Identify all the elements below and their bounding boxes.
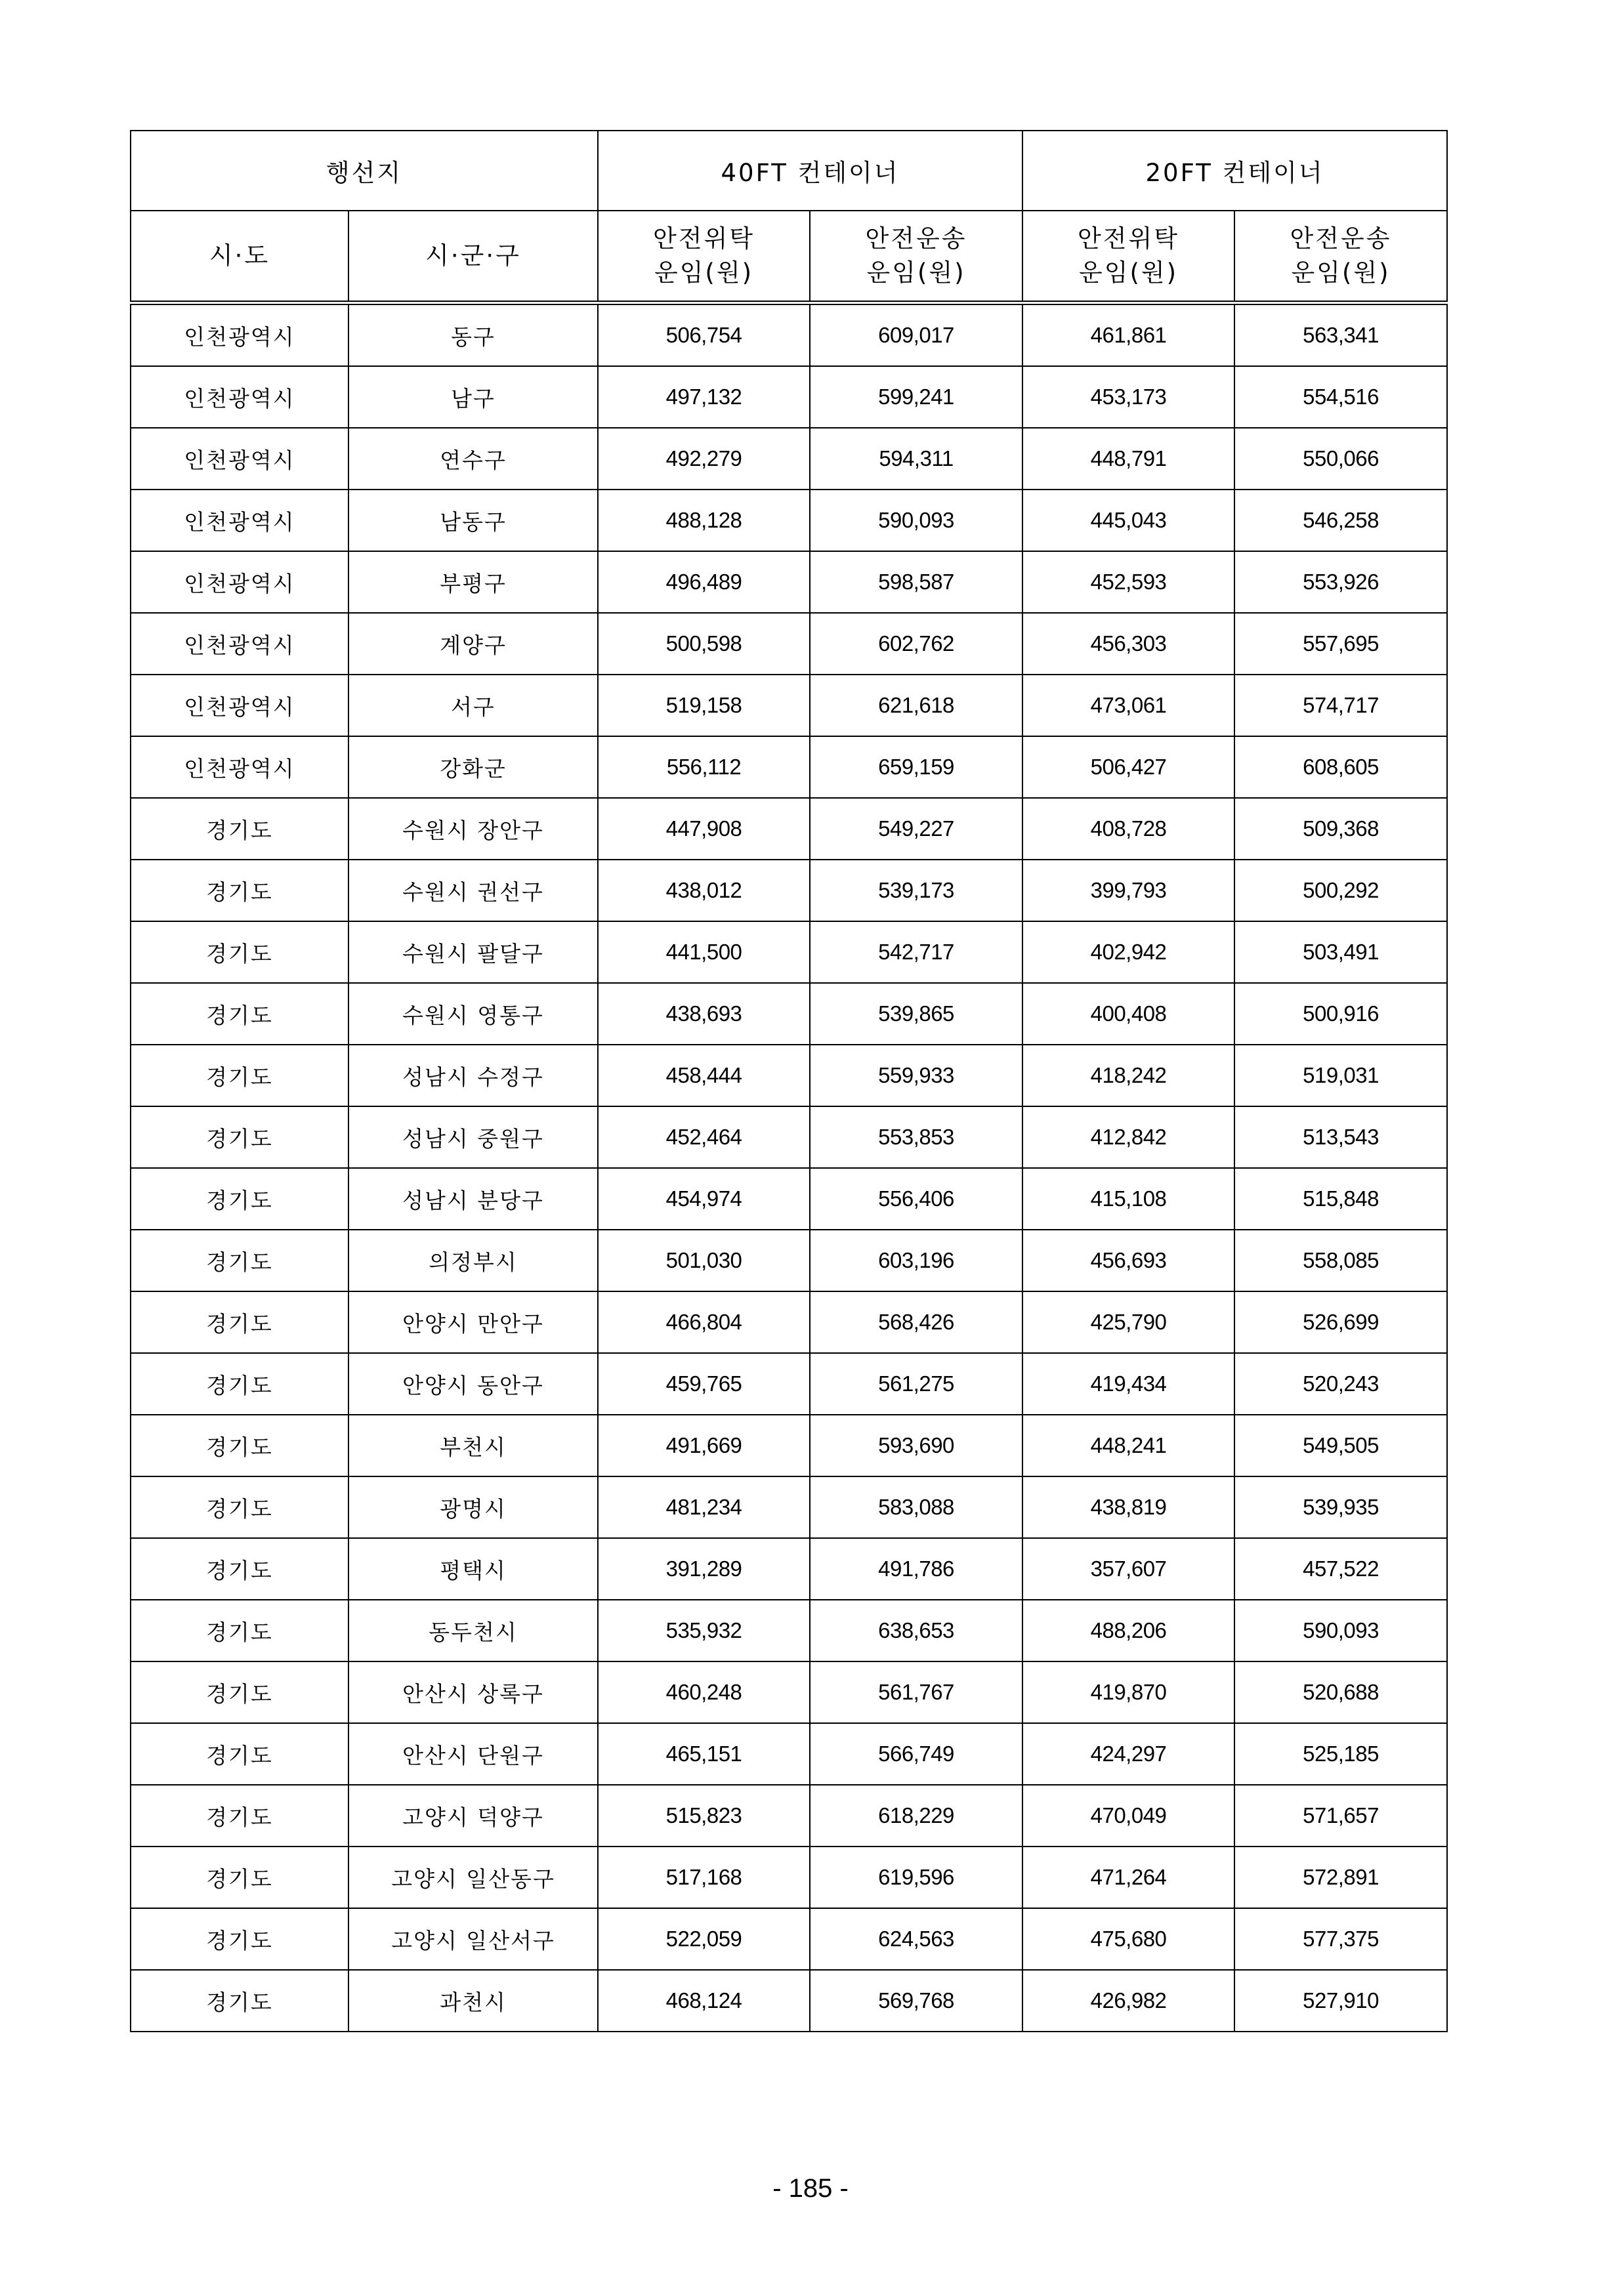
cell-20ft-consign-rate: 473,061	[1022, 675, 1234, 736]
cell-20ft-transport-rate: 515,848	[1234, 1168, 1447, 1230]
cell-40ft-transport-rate: 618,229	[810, 1785, 1022, 1847]
cell-20ft-transport-rate: 457,522	[1234, 1538, 1447, 1600]
cell-20ft-consign-rate: 506,427	[1022, 736, 1234, 798]
header-line: 운임(원)	[1078, 259, 1179, 287]
cell-20ft-consign-rate: 418,242	[1022, 1045, 1234, 1106]
cell-sigungu: 서구	[348, 675, 598, 736]
cell-40ft-transport-rate: 599,241	[810, 366, 1022, 428]
cell-sido: 경기도	[131, 1847, 348, 1908]
cell-40ft-consign-rate: 496,489	[598, 551, 810, 613]
header-line: 안전운송	[1290, 224, 1392, 253]
header-destination: 행선지	[131, 131, 598, 211]
cell-sigungu: 의정부시	[348, 1230, 598, 1291]
table-row	[131, 1600, 1447, 1661]
header-line: 안전위탁	[653, 224, 755, 253]
cell-40ft-consign-rate: 466,804	[598, 1291, 810, 1353]
cell-40ft-transport-rate: 491,786	[810, 1538, 1022, 1600]
cell-20ft-transport-rate: 546,258	[1234, 490, 1447, 551]
cell-20ft-consign-rate: 399,793	[1022, 860, 1234, 921]
cell-sigungu: 성남시 수정구	[348, 1045, 598, 1106]
page-number: - 185 -	[772, 2174, 849, 2203]
cell-40ft-transport-rate: 594,311	[810, 428, 1022, 490]
cell-sido: 경기도	[131, 1106, 348, 1168]
cell-40ft-consign-rate: 500,598	[598, 613, 810, 675]
table-row	[131, 303, 1447, 367]
cell-20ft-transport-rate: 509,368	[1234, 798, 1447, 860]
cell-20ft-consign-rate: 425,790	[1022, 1291, 1234, 1353]
cell-20ft-consign-rate: 424,297	[1022, 1723, 1234, 1785]
cell-sido: 경기도	[131, 860, 348, 921]
table-row	[131, 1661, 1447, 1723]
cell-40ft-consign-rate: 492,279	[598, 428, 810, 490]
cell-sido: 인천광역시	[131, 366, 348, 428]
cell-40ft-consign-rate: 522,059	[598, 1908, 810, 1970]
table-row	[131, 1106, 1447, 1168]
cell-20ft-transport-rate: 571,657	[1234, 1785, 1447, 1847]
cell-sido: 경기도	[131, 983, 348, 1045]
table-row	[131, 1291, 1447, 1353]
cell-20ft-transport-rate: 574,717	[1234, 675, 1447, 736]
cell-40ft-consign-rate: 515,823	[598, 1785, 810, 1847]
header-line: 안전운송	[865, 224, 967, 253]
cell-40ft-transport-rate: 556,406	[810, 1168, 1022, 1230]
cell-40ft-consign-rate: 506,754	[598, 303, 810, 367]
cell-sido: 경기도	[131, 1415, 348, 1476]
cell-20ft-transport-rate: 525,185	[1234, 1723, 1447, 1785]
cell-sigungu: 고양시 일산동구	[348, 1847, 598, 1908]
table-row	[131, 1168, 1447, 1230]
header-line: 운임(원)	[866, 259, 966, 287]
header-line: 운임(원)	[654, 259, 754, 287]
table-row	[131, 1476, 1447, 1538]
table-row	[131, 1538, 1447, 1600]
cell-20ft-consign-rate: 470,049	[1022, 1785, 1234, 1847]
cell-20ft-consign-rate: 448,241	[1022, 1415, 1234, 1476]
cell-40ft-consign-rate: 391,289	[598, 1538, 810, 1600]
cell-40ft-transport-rate: 569,768	[810, 1970, 1022, 2032]
cell-40ft-transport-rate: 590,093	[810, 490, 1022, 551]
cell-sigungu: 과천시	[348, 1970, 598, 2032]
cell-40ft-consign-rate: 441,500	[598, 921, 810, 983]
cell-sido: 경기도	[131, 1291, 348, 1353]
cell-sido: 경기도	[131, 1661, 348, 1723]
cell-20ft-consign-rate: 419,870	[1022, 1661, 1234, 1723]
cell-40ft-transport-rate: 583,088	[810, 1476, 1022, 1538]
cell-40ft-transport-rate: 609,017	[810, 303, 1022, 367]
cell-20ft-consign-rate: 438,819	[1022, 1476, 1234, 1538]
cell-sigungu: 안양시 만안구	[348, 1291, 598, 1353]
cell-20ft-consign-rate: 402,942	[1022, 921, 1234, 983]
cell-20ft-transport-rate: 520,688	[1234, 1661, 1447, 1723]
cell-20ft-transport-rate: 526,699	[1234, 1291, 1447, 1353]
cell-sido: 경기도	[131, 1168, 348, 1230]
header-40ft-container: 40FT 컨테이너	[598, 131, 1022, 211]
cell-20ft-transport-rate: 500,916	[1234, 983, 1447, 1045]
header-20ft-safety-transport-rate	[1234, 211, 1447, 303]
cell-sigungu: 성남시 분당구	[348, 1168, 598, 1230]
cell-sigungu: 평택시	[348, 1538, 598, 1600]
cell-40ft-transport-rate: 561,767	[810, 1661, 1022, 1723]
cell-sido: 경기도	[131, 1970, 348, 2032]
header-sido: 시·도	[131, 211, 348, 303]
cell-20ft-consign-rate: 400,408	[1022, 983, 1234, 1045]
cell-sigungu: 연수구	[348, 428, 598, 490]
cell-20ft-consign-rate: 456,303	[1022, 613, 1234, 675]
cell-sigungu: 동두천시	[348, 1600, 598, 1661]
cell-20ft-transport-rate: 608,605	[1234, 736, 1447, 798]
cell-40ft-consign-rate: 438,012	[598, 860, 810, 921]
header-20ft-container: 20FT 컨테이너	[1022, 131, 1447, 211]
table-row	[131, 1723, 1447, 1785]
cell-sigungu: 안양시 동안구	[348, 1353, 598, 1415]
cell-20ft-consign-rate: 357,607	[1022, 1538, 1234, 1600]
cell-sigungu: 광명시	[348, 1476, 598, 1538]
cell-40ft-transport-rate: 553,853	[810, 1106, 1022, 1168]
table-row	[131, 1415, 1447, 1476]
table-row	[131, 1785, 1447, 1847]
cell-20ft-transport-rate: 553,926	[1234, 551, 1447, 613]
cell-sigungu: 동구	[348, 303, 598, 367]
cell-sido: 경기도	[131, 1045, 348, 1106]
cell-sido: 경기도	[131, 1538, 348, 1600]
cell-40ft-consign-rate: 459,765	[598, 1353, 810, 1415]
cell-20ft-transport-rate: 549,505	[1234, 1415, 1447, 1476]
cell-sigungu: 성남시 중원구	[348, 1106, 598, 1168]
cell-sido: 인천광역시	[131, 490, 348, 551]
table-row	[131, 1230, 1447, 1291]
cell-40ft-consign-rate: 535,932	[598, 1600, 810, 1661]
cell-40ft-transport-rate: 598,587	[810, 551, 1022, 613]
cell-40ft-transport-rate: 621,618	[810, 675, 1022, 736]
cell-sido: 인천광역시	[131, 613, 348, 675]
cell-40ft-transport-rate: 566,749	[810, 1723, 1022, 1785]
cell-20ft-consign-rate: 461,861	[1022, 303, 1234, 367]
cell-40ft-consign-rate: 519,158	[598, 675, 810, 736]
cell-20ft-consign-rate: 456,693	[1022, 1230, 1234, 1291]
cell-40ft-consign-rate: 460,248	[598, 1661, 810, 1723]
cell-20ft-consign-rate: 412,842	[1022, 1106, 1234, 1168]
cell-20ft-consign-rate: 448,791	[1022, 428, 1234, 490]
cell-20ft-transport-rate: 513,543	[1234, 1106, 1447, 1168]
cell-40ft-consign-rate: 452,464	[598, 1106, 810, 1168]
table-row	[131, 428, 1447, 490]
cell-40ft-consign-rate: 447,908	[598, 798, 810, 860]
cell-sido: 인천광역시	[131, 736, 348, 798]
cell-40ft-consign-rate: 481,234	[598, 1476, 810, 1538]
header-sigungu: 시·군·구	[348, 211, 598, 303]
cell-40ft-transport-rate: 602,762	[810, 613, 1022, 675]
cell-20ft-consign-rate: 415,108	[1022, 1168, 1234, 1230]
table-row	[131, 613, 1447, 675]
cell-sido: 경기도	[131, 1476, 348, 1538]
cell-20ft-transport-rate: 503,491	[1234, 921, 1447, 983]
table-row	[131, 1908, 1447, 1970]
cell-sigungu: 수원시 권선구	[348, 860, 598, 921]
cell-sido: 경기도	[131, 921, 348, 983]
cell-20ft-consign-rate: 453,173	[1022, 366, 1234, 428]
cell-sigungu: 계양구	[348, 613, 598, 675]
table-row	[131, 1970, 1447, 2032]
cell-20ft-transport-rate: 554,516	[1234, 366, 1447, 428]
cell-sido: 인천광역시	[131, 303, 348, 367]
cell-20ft-transport-rate: 572,891	[1234, 1847, 1447, 1908]
cell-sigungu: 남구	[348, 366, 598, 428]
cell-40ft-consign-rate: 465,151	[598, 1723, 810, 1785]
cell-sido: 인천광역시	[131, 675, 348, 736]
cell-20ft-transport-rate: 590,093	[1234, 1600, 1447, 1661]
cell-40ft-transport-rate: 542,717	[810, 921, 1022, 983]
cell-20ft-consign-rate: 471,264	[1022, 1847, 1234, 1908]
cell-20ft-transport-rate: 557,695	[1234, 613, 1447, 675]
cell-sigungu: 안산시 상록구	[348, 1661, 598, 1723]
cell-40ft-consign-rate: 497,132	[598, 366, 810, 428]
cell-40ft-transport-rate: 549,227	[810, 798, 1022, 860]
header-line: 운임(원)	[1291, 259, 1391, 287]
header-row-2	[131, 211, 1447, 303]
cell-20ft-transport-rate: 577,375	[1234, 1908, 1447, 1970]
cell-40ft-transport-rate: 638,653	[810, 1600, 1022, 1661]
cell-40ft-consign-rate: 491,669	[598, 1415, 810, 1476]
cell-40ft-transport-rate: 568,426	[810, 1291, 1022, 1353]
cell-40ft-consign-rate: 556,112	[598, 736, 810, 798]
cell-20ft-transport-rate: 500,292	[1234, 860, 1447, 921]
cell-20ft-consign-rate: 426,982	[1022, 1970, 1234, 2032]
cell-20ft-consign-rate: 452,593	[1022, 551, 1234, 613]
table-row	[131, 551, 1447, 613]
cell-sigungu: 수원시 영통구	[348, 983, 598, 1045]
table-row	[131, 366, 1447, 428]
table-row	[131, 1045, 1447, 1106]
cell-20ft-transport-rate: 539,935	[1234, 1476, 1447, 1538]
cell-40ft-transport-rate: 561,275	[810, 1353, 1022, 1415]
cell-sigungu: 고양시 일산서구	[348, 1908, 598, 1970]
cell-40ft-transport-rate: 559,933	[810, 1045, 1022, 1106]
cell-20ft-transport-rate: 550,066	[1234, 428, 1447, 490]
table-row	[131, 1847, 1447, 1908]
table-row	[131, 675, 1447, 736]
cell-sigungu: 수원시 장안구	[348, 798, 598, 860]
header-40ft-safety-transport-rate	[810, 211, 1022, 303]
cell-40ft-transport-rate: 593,690	[810, 1415, 1022, 1476]
cell-sigungu: 남동구	[348, 490, 598, 551]
cell-20ft-consign-rate: 488,206	[1022, 1600, 1234, 1661]
cell-20ft-transport-rate: 520,243	[1234, 1353, 1447, 1415]
cell-20ft-consign-rate: 475,680	[1022, 1908, 1234, 1970]
cell-40ft-transport-rate: 659,159	[810, 736, 1022, 798]
header-20ft-safety-consign-rate	[1022, 211, 1234, 303]
cell-sigungu: 고양시 덕양구	[348, 1785, 598, 1847]
cell-sido: 인천광역시	[131, 428, 348, 490]
cell-sigungu: 부평구	[348, 551, 598, 613]
cell-sigungu: 부천시	[348, 1415, 598, 1476]
cell-sigungu: 안산시 단원구	[348, 1723, 598, 1785]
table-row	[131, 921, 1447, 983]
table-row	[131, 490, 1447, 551]
cell-20ft-transport-rate: 527,910	[1234, 1970, 1447, 2032]
cell-sido: 경기도	[131, 1723, 348, 1785]
cell-40ft-transport-rate: 624,563	[810, 1908, 1022, 1970]
cell-sido: 경기도	[131, 1600, 348, 1661]
table-row	[131, 860, 1447, 921]
cell-40ft-transport-rate: 619,596	[810, 1847, 1022, 1908]
header-40ft-safety-consign-rate	[598, 211, 810, 303]
cell-sigungu: 강화군	[348, 736, 598, 798]
cell-40ft-consign-rate: 501,030	[598, 1230, 810, 1291]
cell-40ft-consign-rate: 438,693	[598, 983, 810, 1045]
cell-20ft-consign-rate: 445,043	[1022, 490, 1234, 551]
cell-sigungu: 수원시 팔달구	[348, 921, 598, 983]
cell-sido: 경기도	[131, 1908, 348, 1970]
header-row-1	[131, 131, 1447, 211]
cell-40ft-consign-rate: 468,124	[598, 1970, 810, 2032]
cell-20ft-transport-rate: 563,341	[1234, 303, 1447, 367]
cell-20ft-transport-rate: 519,031	[1234, 1045, 1447, 1106]
cell-sido: 경기도	[131, 1785, 348, 1847]
cell-20ft-consign-rate: 419,434	[1022, 1353, 1234, 1415]
cell-40ft-transport-rate: 603,196	[810, 1230, 1022, 1291]
cell-40ft-consign-rate: 458,444	[598, 1045, 810, 1106]
cell-40ft-transport-rate: 539,173	[810, 860, 1022, 921]
cell-40ft-consign-rate: 454,974	[598, 1168, 810, 1230]
cell-20ft-consign-rate: 408,728	[1022, 798, 1234, 860]
table-row	[131, 983, 1447, 1045]
cell-sido: 경기도	[131, 798, 348, 860]
cell-40ft-transport-rate: 539,865	[810, 983, 1022, 1045]
cell-40ft-consign-rate: 517,168	[598, 1847, 810, 1908]
table-row	[131, 736, 1447, 798]
cell-20ft-transport-rate: 558,085	[1234, 1230, 1447, 1291]
table-row	[131, 798, 1447, 860]
cell-sido: 인천광역시	[131, 551, 348, 613]
cell-40ft-consign-rate: 488,128	[598, 490, 810, 551]
freight-rate-table	[130, 130, 1448, 2032]
cell-sido: 경기도	[131, 1353, 348, 1415]
header-line: 안전위탁	[1078, 224, 1180, 253]
table-row	[131, 1353, 1447, 1415]
cell-sido: 경기도	[131, 1230, 348, 1291]
